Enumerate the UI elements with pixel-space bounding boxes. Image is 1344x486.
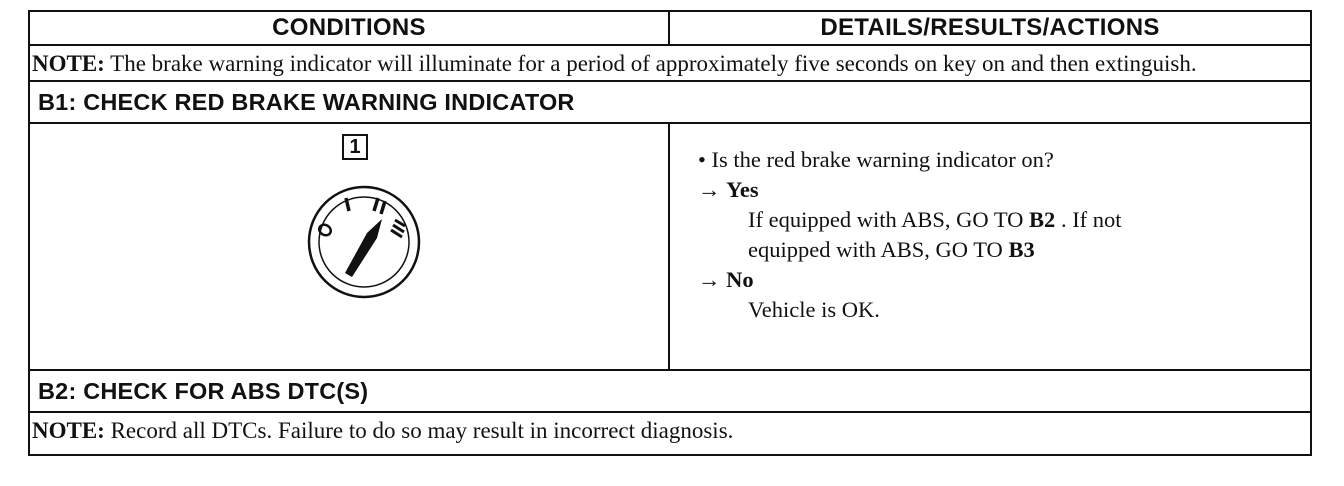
yes-arrow: → (698, 177, 727, 202)
yes-instruction-line-2 (698, 235, 1302, 265)
b1-conditions-cell (29, 123, 669, 370)
goto-b2-ref: B2 (1029, 207, 1056, 232)
note-record-dtcs (29, 412, 1311, 455)
yes-text-3: equipped with ABS, GO TO (748, 237, 1009, 262)
b2-title-row (29, 370, 1311, 412)
b1-content-row (29, 123, 1311, 370)
b1-question: • Is the red brake warning indicator on? (698, 147, 1054, 172)
yes-label: Yes (726, 177, 759, 202)
yes-text-1: If equipped with ABS, GO TO (748, 207, 1030, 232)
no-label: No (726, 267, 754, 292)
conditions-header: CONDITIONS (29, 11, 669, 45)
goto-b3-ref: B3 (1008, 237, 1035, 262)
ignition-key-position-icon (299, 180, 429, 300)
note-row (29, 45, 1311, 81)
yes-instruction-line-1 (698, 205, 1302, 235)
note-label: NOTE: (32, 51, 105, 76)
note2-row (29, 412, 1311, 455)
step-number-box: 1 (342, 134, 368, 160)
note-text: The brake warning indicator will illuminate for a period of approximately five seconds on key on and then extinguish. (104, 51, 1197, 76)
b1-actions-cell (669, 123, 1311, 370)
note-brake-indicator (29, 45, 1311, 81)
step-b1-title: B1: CHECK RED BRAKE WARNING INDICATOR (29, 81, 1311, 123)
no-arrow: → (698, 267, 727, 292)
note2-label: NOTE: (32, 418, 105, 443)
yes-text-2: . If not (1055, 207, 1122, 232)
step-b2-title: B2: CHECK FOR ABS DTC(S) (29, 370, 1311, 412)
header-row (29, 11, 1311, 45)
note2-text: Record all DTCs. Failure to do so may result in incorrect diagnosis. (104, 418, 734, 443)
b1-title-row (29, 81, 1311, 123)
details-header: DETAILS/RESULTS/ACTIONS (669, 11, 1311, 45)
no-instruction: Vehicle is OK. (748, 297, 880, 322)
no-branch (698, 265, 1302, 295)
yes-branch (698, 175, 1302, 205)
diagnostic-table (28, 10, 1312, 456)
